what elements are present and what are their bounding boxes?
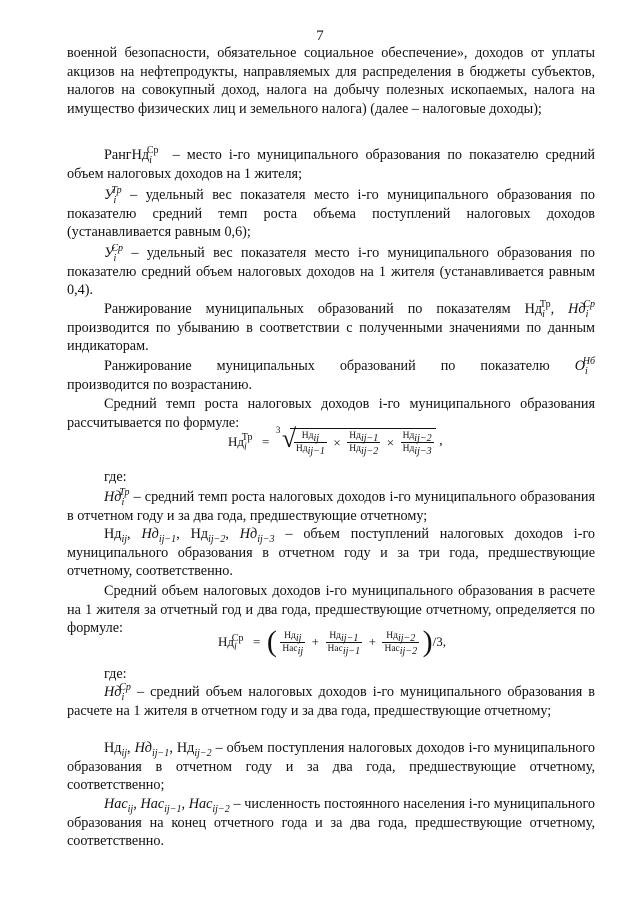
where-label-2: где: [104,666,127,682]
symbol-nd-tr-italic: $Нд_i^{Тр}$ [104,487,130,508]
fraction: $\frac{Нд_{ij-2}}{Нд_{ij-3}}$ [402,431,432,457]
def-rank [67,146,595,183]
intro-paragraph: военной безопасности, обязательное социальное обеспечение», доходов от уплаты акцизов на нефтепродукты, направляемых для распределения в бюджеты субъектов, налогов на совокупный доход, налога на добычу полезных ископаемых, налога на имущество физических лиц и земельного налога) (далее – налоговые доходы); [67,45,595,117]
where-label-1: где: [104,469,127,485]
formula-tempo-eq: = [262,433,270,449]
def-usr-text: – удельный вес показателя место i-го муниципального образования по показателю средний объем налоговых доходов на 1 жителя (устанавливается равным 0,4). [67,245,595,299]
para-ranking-text-1: Ранжирование муниципальных образований по показателям [104,301,511,317]
def-ndtr [67,488,595,525]
symbol-rang-nd: РангНд$_i^{Ср}$ [104,145,159,166]
para-ranking-nb-line2: производится по возрастанию. [67,377,253,393]
fraction: $\frac{Нд_{ij-1}}{Нд_{ij-2}}$ [349,431,379,457]
para-ranking: Ранжирование муниципальных образований по показателям $Нд_i^{Тр}$, $Нд_i^{Ср}$ производится по убыванию в соответствии с полученными значениями по данным индикаторам. [67,299,596,355]
para-ranking-text-2: производится по убыванию в соответствии с полученными значениями по данным индикаторам. [67,319,595,355]
fraction: $\frac{Нд_{ij-1}}{Нас_{ij-1}}$ [327,630,361,657]
def-nd-list2 [67,739,595,795]
fraction: $\frac{Нд_{ij-2}}{Нас_{ij-2}}$ [384,630,418,657]
def-ndtr-text: – средний темп роста налоговых доходов i-го муниципального образования в отчетном году и за два года, предшествующие отчетному; [67,489,595,524]
para-ranking-nb [67,357,595,376]
page-number: 7 [316,28,324,44]
formula-average-tail: /3, [432,634,446,649]
fraction: $\frac{Нд_{ij}}{Нд_{ij-1}}$ [295,431,325,457]
fraction: $\frac{Нд_{ij}}{Нас_{ij}}$ [282,630,304,657]
def-nas-text: – численность постоянного населения i-го муниципального образования на конец отчетного года и за два года, предшествующие отчетному, соответственно. [67,796,596,850]
symbol-o-nb: $O_i^{Нб}$ [574,356,596,377]
para-ranking-nb-text-1: Ранжирование муниципальных образований по показателю [104,358,550,374]
symbol-nd-tr: $Нд_i^{Тр}$ [524,299,551,320]
cube-root: 3 √ $\frac{Нд_{ij}}{Нд_{ij-1}}$ × $\frac{Нд_{ij-1}}{Нд_{ij-2}}$ × $\frac{Нд_{ij-2}}{Нд_{ij-3}}$ [276,428,436,455]
def-utr [67,186,595,242]
def-nd-list [67,525,595,581]
symbol-nas-list: Нас$_{ij}$, Нас$_{ij-1}$, Нас$_{ij-2}$ [104,796,230,815]
formula-average: $Нд_i^{Ср}$ = ( $\frac{Нд_{ij}}{Нас_{ij}}$ + $\frac{Нд_{ij-1}}{Нас_{ij-1}}$ + $\frac{Нд_{ij-2}}{Нас_{ij-2}}$ )/3, [218,625,446,658]
symbol-nd-list: $Нд_{ij}$, $Нд_{ij-1}$, $Нд_{ij-2}$, $Нд_{ij-3}$ [104,526,275,545]
def-ndsr-text: – средний объем налоговых доходов i-го муниципального образования в расчете на 1 жителя в отчетном году и за два года, предшествующие отчетному; [67,684,595,719]
def-nd-list2-text: – объем поступления налоговых доходов i-го муниципального образования в отчетном году и за два года, предшествующие отчетному, соответственно; [67,740,596,794]
def-rank-text: – место i-го муниципального образования по показателю средний объем налоговых доходов на 1 жителя; [67,147,596,182]
formula-average-eq: = [252,634,261,649]
para-average: Средний объем налоговых доходов i-го муниципального образования в расчете на 1 жителя за отчетный год и два года, предшествующие отчетному, определяется по формуле: [67,583,595,637]
symbol-u-tr: $У_i^{Тр}$ [104,185,122,206]
def-utr-text: – удельный вес показателя место i-го муниципального образования по показателю средний темп роста объема поступлений налоговых доходов (устанавливается равным 0,6); [67,187,596,241]
def-nas [67,795,595,851]
formula-average-lhs: $Нд_i^{Ср}$ [218,632,244,653]
formula-tempo: $Нд_i^{Тр}$ = 3 √ $\frac{Нд_{ij}}{Нд_{ij-1}}$ × $\frac{Нд_{ij-1}}{Нд_{ij-2}}$ × $\frac{Нд_{ij-2}}{Нд_{ij-3}}$ , [228,424,443,457]
symbol-nd-sr-italic: $Нд_i^{Ср}$ [104,682,131,703]
def-ndsr [67,683,595,720]
symbol-nd-sr: $Нд_i^{Ср}$ [568,299,596,320]
formula-tempo-lhs: $Нд_i^{Тр}$ [228,432,253,453]
def-usr [67,244,595,300]
symbol-nd-list2: $Нд_{ij}$, $Нд_{ij-1}$, $Нд_{ij-2}$ [104,740,212,759]
para-tempo: Средний темп роста налоговых доходов i-го муниципального образования рассчитывается по формуле: [67,396,595,431]
symbol-u-sr: $У_i^{Ср}$ [104,243,123,264]
def-nd-list-text: – объем поступлений налоговых доходов i-го муниципального образования в отчетном году и за три года, предшествующие отчетному, соответственно. [67,526,596,580]
